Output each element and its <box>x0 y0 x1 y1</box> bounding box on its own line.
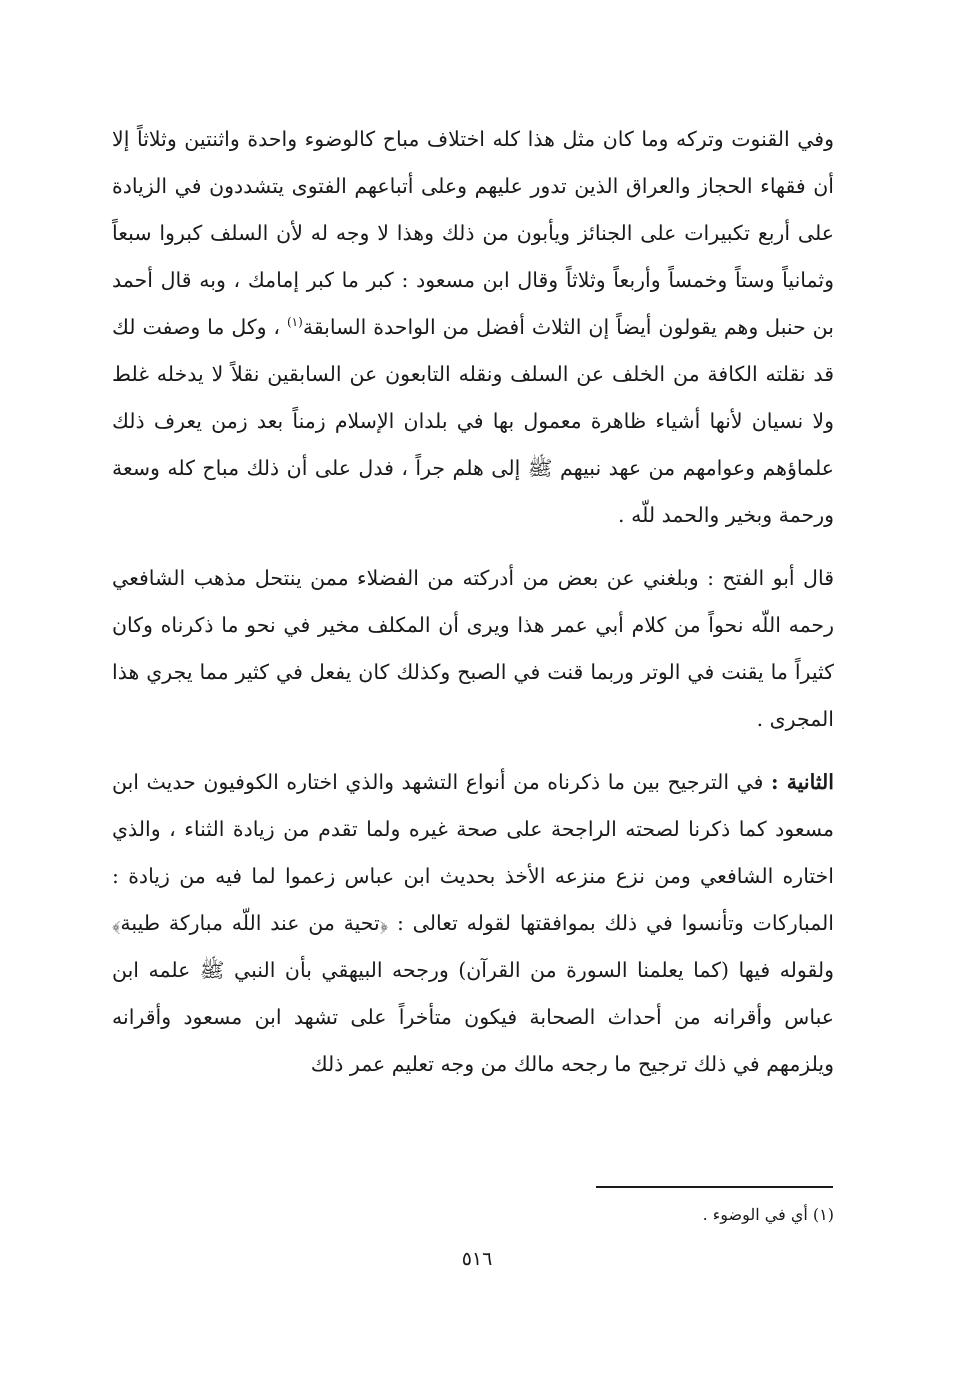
footnote-divider <box>596 1186 833 1188</box>
main-text <box>112 116 834 1088</box>
paragraph-1-continuation: ، وكل ما وصفت لك قد نقلته الكافة من الخلف عن السلف ونقله التابعون عن السابقين نقلاً لا يدخله غلط ولا نسيان لأنها أشياء ظاهرة معمول بها في بلدان الإسلام زمناً بعد زمن يعرف ذلك علماؤهم وعوامهم من عهد نبيهم ﷺ إلى هلم جراً ، فدل على أن ذلك مباح كله وسعة ورحمة وبخير والحمد للّه . <box>112 315 834 527</box>
paragraph-3 <box>112 759 834 1088</box>
page-number: ٥١٦ <box>461 1248 493 1270</box>
paragraph-1 <box>112 116 834 539</box>
footnote-reference: (١) <box>286 315 303 330</box>
paragraph-3-text: في الترجيح بين ما ذكرناه من أنواع التشهد والذي اختاره الكوفيون حديث ابن مسعود كما ذكرنا لصحته الراجحة على صحة غيره ولما تقدم من زيادة الثناء ، والذي اختاره الشافعي ومن نزع منزعه الأخذ بحديث ابن عباس زعموا لما فيه من زيادة : المباركات وتأنسوا في ذلك بموافقتها لقوله تعالى : ﴿تحية من عند اللّه مباركة طيبة﴾ ولقوله فيها (كما يعلمنا السورة من القرآن) ورجحه البيهقي بأن النبي ﷺ علمه ابن عباس وأقرانه من أحداث الصحابة فيكون متأخراً على تشهد ابن مسعود وأقرانه ويلزمهم في ذلك ترجيح ما رجحه مالك من وجه تعليم عمر ذلك <box>112 770 834 1076</box>
paragraph-3-lead: الثانية : <box>771 770 834 794</box>
paragraph-1-text: وفي القنوت وتركه وما كان مثل هذا كله اختلاف مباح كالوضوء واحدة واثنتين وثلاثاً إلا أن فقهاء الحجاز والعراق الذين تدور عليهم وعلى أتباعهم الفتوى يتشددون في الزيادة على أربع تكبيرات على الجنائز ويأبون من ذلك وهذا لا وجه له لأن السلف كبروا سبعاً وثمانياً وستاً وخمساً وأربعاً وثلاثاً وقال ابن مسعود : كبر ما كبر إمامك ، وبه قال أحمد بن حنبل وهم يقولون أيضاً إن الثلاث أفضل من الواحدة السابقة <box>112 127 834 339</box>
footnote: (١) أي في الوضوء . <box>702 1205 834 1224</box>
paragraph-2: قال أبو الفتح : وبلغني عن بعض من أدركته من الفضلاء ممن ينتحل مذهب الشافعي رحمه اللّه نحواً من كلام أبي عمر هذا ويرى أن المكلف مخير في نحو ما ذكرناه وكان كثيراً ما يقنت في الوتر وربما قنت في الصبح وكذلك كان يفعل في كثير مما يجري هذا المجرى . <box>112 566 834 731</box>
